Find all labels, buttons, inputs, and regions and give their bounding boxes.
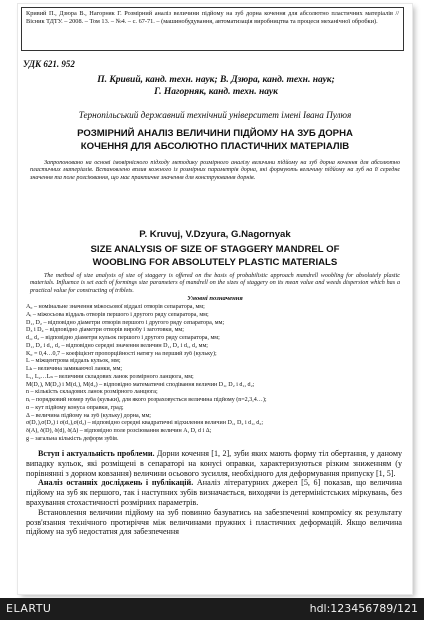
notation-item: D̄₁, D̄₂ і d̄₁, d̄₂ – відповідно середні значення величин D₁, D₂ і d₁, d₂ мм; bbox=[26, 342, 208, 349]
notation-heading: Умовні позначення bbox=[187, 295, 243, 302]
abstract-en: The method of size analysis of size of staggery is offered on the basis of probabilistic approach mandrell woobling for absolutely plastic materials. Influence is set each of formings size parameters of mandrell on the sizes of staggery on its mean value and weeds dispersion which has a practical value for constructing of triblets. bbox=[30, 273, 400, 294]
intro-text: Дорни кочення [1, 2], зуби яких мають форму тіл обертання, у даному випадку кульок, які розміщені в сепараторі на конусі оправки, характеризуються різким зниженням (у порівнянні з дорном ковзання) величини осьового зусилля, необхідного для деформування припуску [1, 5]. bbox=[26, 449, 402, 478]
notation-item: Aᵢ – міжосьова віддаль отворів першого і другого ряду сепаратора, мм; bbox=[26, 311, 209, 318]
notation-item: Lₖ – величина замикаючої ланки, мм; bbox=[26, 366, 123, 372]
notation-item: Δ – величина підйому на зуб (кульку) дорна, мм; bbox=[26, 412, 151, 419]
viewer-footer-bar bbox=[0, 598, 424, 620]
authors-en: P. Kruvuj, V.Dzyura, G.Nagornyak bbox=[139, 229, 291, 240]
citation-text: Кривий П., Дзюра В., Нагорняк Г. Розмірний аналіз величини підйому на зуб дорна кочення для абсолютно пластичних матеріалів // Вісник ТДТУ. – 2008. – Том 13. – №4. – с. 67-71. – (машинобудування, автоматизація виробництва та процеси механічної обробки). bbox=[26, 10, 399, 25]
analysis-lead: Аналіз останніх досліджень і публікацій. bbox=[38, 478, 194, 488]
analysis-text: Аналіз літературних джерел [5, 6] показав, що величина підйому на зуб як першого, так і наступних зубів визначається, виходячи із детерміністських міркувань, без врахування стохастичності розмірних параметрів. bbox=[26, 478, 403, 507]
title-en-line-1: SIZE ANALYSIS OF SIZE OF STAGGERY MANDREL OF bbox=[90, 244, 340, 255]
handle-link[interactable]: hdl:123456789/121 bbox=[309, 602, 418, 615]
paragraph-3: Встановлення величини підйому на зуб повинно базуватись на забезпеченні компромісу як результату розв'язання технічного протиріччя між величинами пружних і пластичних деформацій. Якщо величина підйому на зуб недостатня для забезпечення bbox=[26, 507, 402, 537]
title-ua-line-2: КОЧЕННЯ ДЛЯ АБСОЛЮТНО ПЛАСТИЧНИХ МАТЕРІАЛІВ bbox=[80, 141, 350, 152]
intro-lead: Вступ і актуальність проблеми. bbox=[38, 449, 155, 458]
document-page bbox=[18, 4, 412, 594]
udk-code: УДК 621. 952 bbox=[23, 59, 75, 69]
abstract-ua: Запропоновано на основі імовірнісного підходу методику розмірного аналізу величини підйому на зуб дорна кочення для абсолютно пластичних матеріалів. Встановлено вплив кожного із розмірних параметрів дорна, які формують величину підйому на зуб на її середнє значення та поле розсіювання, що має практичне значення для конструювання дорнів. bbox=[30, 160, 400, 181]
notation-item: A₀ – номінальне значення міжосьової віддалі отворів сепаратора, мм; bbox=[26, 304, 205, 310]
notation-item: g – загальна кількість деформ зубів. bbox=[26, 435, 119, 442]
title-ua-line-1: РОЗМІРНИЙ АНАЛІЗ ВЕЛИЧИНИ ПІДЙОМУ НА ЗУБ ДОРНА bbox=[77, 128, 353, 139]
title-en-line-2: WOOBLING FOR ABSOLUTELY PLASTIC MATERIALS bbox=[92, 257, 338, 268]
citation-box bbox=[21, 7, 404, 51]
notation-item: D₁, D₂ – відповідно діаметри отворів першого і другого ряду сепаратора, мм; bbox=[26, 319, 225, 326]
notation-item: L₁, L₂…Lₙ – величини складових ланок розмірного ланцюга, мм; bbox=[26, 373, 194, 380]
notation-item: D₃ і D₄ – відповідно діаметри отворів виробу і заготовки, мм; bbox=[26, 327, 184, 334]
authors-ua-line-1: П. Кривий, канд. техн. наук; В. Дзюра, канд. техн. наук; bbox=[97, 75, 335, 85]
authors-ua-line-2: Г. Нагорняк, канд. техн. наук bbox=[154, 87, 278, 97]
notation-item: δ(A), δ(D), δ(d), δ(Δ) – відповідно поле розсіювання величин A, D, d і Δ; bbox=[26, 428, 212, 434]
notation-item: n – кількість складових ланок розмірного ланцюга; bbox=[26, 389, 158, 396]
repository-label: ELARTU bbox=[6, 602, 52, 615]
notation-item: K₀ = 0,4…0,7 – коефіцієнт пропорційності натягу на перший зуб (кульку); bbox=[26, 350, 217, 357]
analysis-paragraph bbox=[26, 478, 402, 507]
notation-item: nᵢ – порядковий номер зуба (кульки), для якого розраховується величина підйому (n=2,3,4…); bbox=[26, 397, 267, 403]
notation-item: σ(D₁),σ(D₂) і σ(d₁),σ(d₂) – відповідно середні квадратичні відхилення величин D₁, D₂ і d₁, d₂; bbox=[26, 420, 264, 427]
notation-list bbox=[26, 304, 402, 444]
affiliation: Тернопільський державний технічний університет імені Івана Пулюя bbox=[78, 110, 352, 120]
notation-item: L – міжцентрова віддаль кульок, мм; bbox=[26, 358, 121, 365]
notation-item: M(D₁), M(D₂) і M(d₁), M(d₂) – відповідно математичні сподівання величин D₁, D₂ і d₁, d₂; bbox=[26, 381, 255, 388]
intro-paragraph bbox=[26, 449, 402, 478]
notation-item: d₁, d₂ – відповідно діаметри кульок першого і другого ряду сепаратора, мм; bbox=[26, 335, 220, 341]
body-text bbox=[26, 449, 402, 537]
notation-item: α – кут підйому конуса оправки, град; bbox=[26, 404, 124, 411]
